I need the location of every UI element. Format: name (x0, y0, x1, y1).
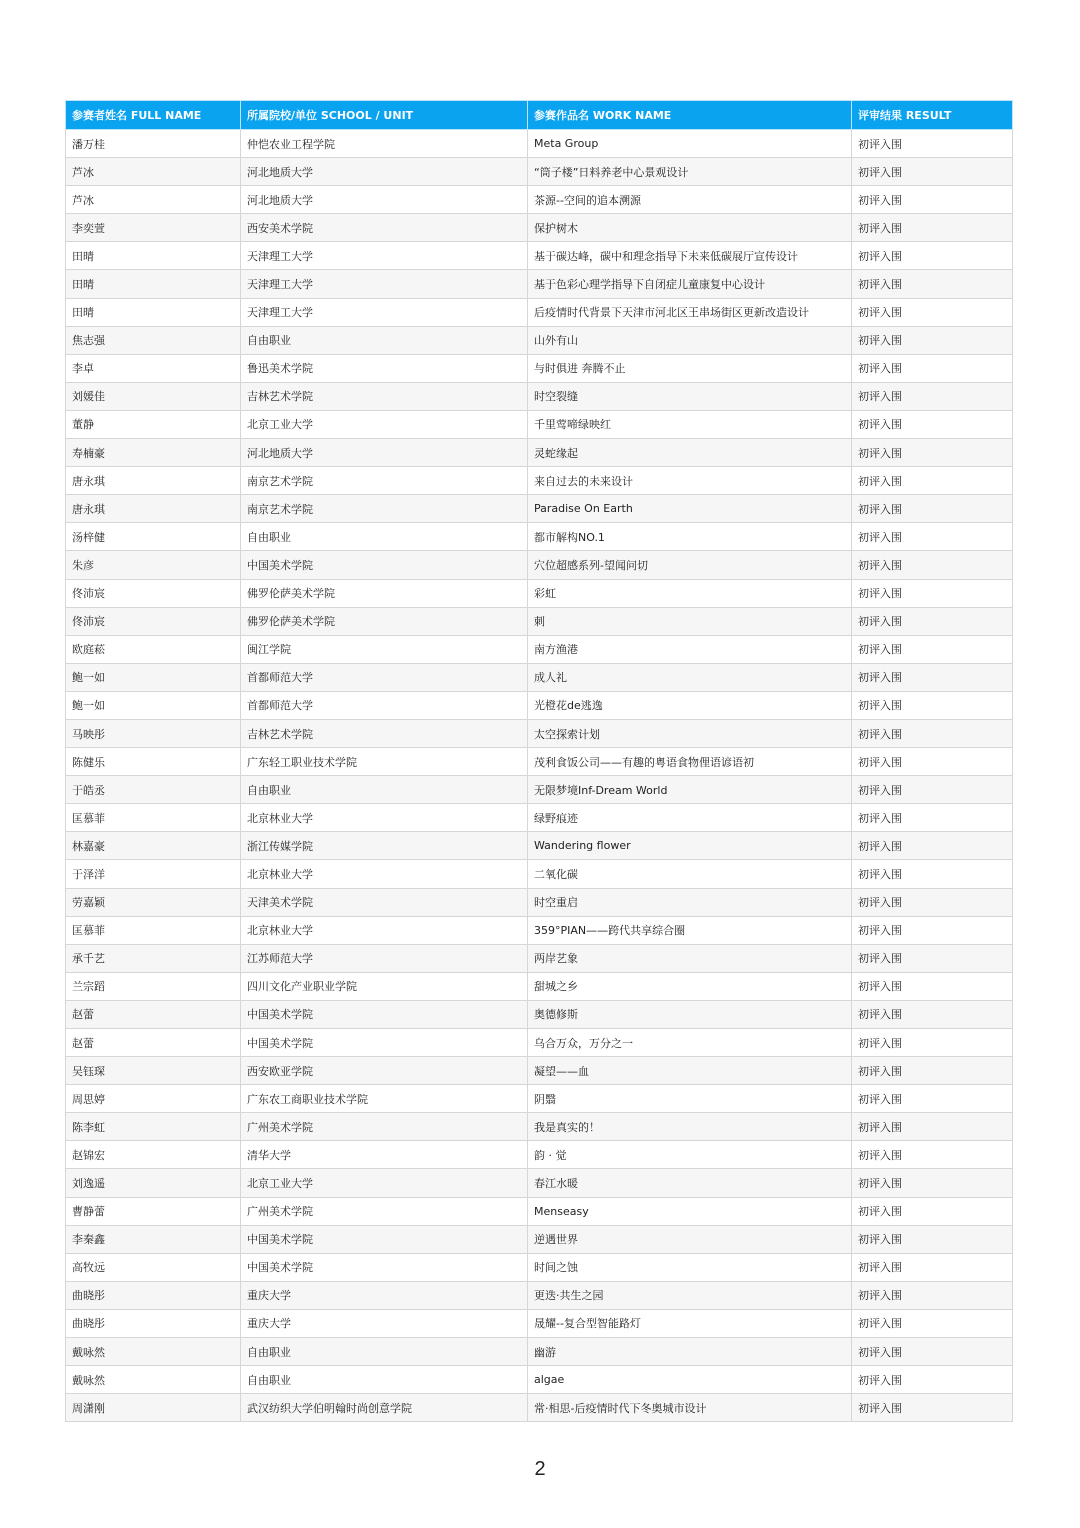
cell-work-name: 穴位超感系列-望闻问切 (528, 551, 852, 579)
header-work-name: 参赛作品名 WORK NAME (528, 101, 852, 130)
cell-result: 初评入围 (852, 1253, 1013, 1281)
cell-full-name: 曹静蕾 (66, 1197, 241, 1225)
cell-work-name: 时空裂缝 (528, 382, 852, 410)
cell-full-name: 赵蕾 (66, 1029, 241, 1057)
table-row (66, 579, 1013, 607)
cell-work-name: 都市解构NO.1 (528, 523, 852, 551)
table-row (66, 130, 1013, 158)
cell-work-name: 两岸艺象 (528, 944, 852, 972)
table-row (66, 916, 1013, 944)
cell-school-unit: 北京工业大学 (241, 1169, 528, 1197)
cell-school-unit: 北京林业大学 (241, 916, 528, 944)
cell-school-unit: 南京艺术学院 (241, 467, 528, 495)
cell-result: 初评入围 (852, 242, 1013, 270)
cell-result: 初评入围 (852, 607, 1013, 635)
results-table (65, 100, 1013, 1422)
cell-school-unit: 北京林业大学 (241, 860, 528, 888)
cell-result: 初评入围 (852, 1338, 1013, 1366)
table-row (66, 1281, 1013, 1309)
cell-result: 初评入围 (852, 1029, 1013, 1057)
cell-school-unit: 河北地质大学 (241, 158, 528, 186)
cell-school-unit: 广州美术学院 (241, 1197, 528, 1225)
cell-result: 初评入围 (852, 832, 1013, 860)
table-row (66, 214, 1013, 242)
cell-result: 初评入围 (852, 130, 1013, 158)
cell-result: 初评入围 (852, 1169, 1013, 1197)
cell-result: 初评入围 (852, 158, 1013, 186)
cell-work-name: 茶源--空间的追本溯源 (528, 186, 852, 214)
cell-full-name: 赵锦宏 (66, 1141, 241, 1169)
table-row (66, 972, 1013, 1000)
cell-school-unit: 佛罗伦萨美术学院 (241, 579, 528, 607)
cell-full-name: 鲍一如 (66, 663, 241, 691)
cell-full-name: 高牧远 (66, 1253, 241, 1281)
cell-school-unit: 重庆大学 (241, 1309, 528, 1337)
cell-full-name: 潘万桂 (66, 130, 241, 158)
cell-school-unit: 自由职业 (241, 1338, 528, 1366)
cell-work-name: “筒子楼”日料养老中心景观设计 (528, 158, 852, 186)
table-row (66, 1057, 1013, 1085)
cell-work-name: 成人礼 (528, 663, 852, 691)
cell-work-name: 彩虹 (528, 579, 852, 607)
table-row (66, 635, 1013, 663)
cell-full-name: 佟沛宸 (66, 579, 241, 607)
cell-work-name: 幽游 (528, 1338, 852, 1366)
cell-school-unit: 重庆大学 (241, 1281, 528, 1309)
cell-result: 初评入围 (852, 1225, 1013, 1253)
cell-result: 初评入围 (852, 270, 1013, 298)
cell-full-name: 吴钰琛 (66, 1057, 241, 1085)
cell-work-name: 来自过去的未来设计 (528, 467, 852, 495)
cell-result: 初评入围 (852, 523, 1013, 551)
table-row (66, 1394, 1013, 1422)
cell-full-name: 匡慕菲 (66, 916, 241, 944)
cell-school-unit: 武汉纺织大学伯明翰时尚创意学院 (241, 1394, 528, 1422)
cell-work-name: 千里莺啼绿映红 (528, 410, 852, 438)
cell-result: 初评入围 (852, 1141, 1013, 1169)
cell-result: 初评入围 (852, 1394, 1013, 1422)
table-row (66, 1085, 1013, 1113)
cell-work-name: algae (528, 1366, 852, 1394)
cell-school-unit: 浙江传媒学院 (241, 832, 528, 860)
cell-school-unit: 中国美术学院 (241, 551, 528, 579)
cell-work-name: 凝望——血 (528, 1057, 852, 1085)
cell-full-name: 佟沛宸 (66, 607, 241, 635)
table-row (66, 439, 1013, 467)
cell-school-unit: 鲁迅美术学院 (241, 354, 528, 382)
cell-work-name: 绿野痕迹 (528, 804, 852, 832)
cell-school-unit: 自由职业 (241, 1366, 528, 1394)
cell-school-unit: 自由职业 (241, 523, 528, 551)
cell-work-name: 无限梦境Inf-Dream World (528, 776, 852, 804)
table-row (66, 804, 1013, 832)
cell-school-unit: 广州美术学院 (241, 1113, 528, 1141)
cell-result: 初评入围 (852, 776, 1013, 804)
cell-school-unit: 四川文化产业职业学院 (241, 972, 528, 1000)
table-row (66, 1253, 1013, 1281)
cell-work-name: 与时俱进 奔腾不止 (528, 354, 852, 382)
cell-full-name: 董静 (66, 410, 241, 438)
cell-full-name: 鲍一如 (66, 691, 241, 719)
cell-work-name: 二氧化碳 (528, 860, 852, 888)
cell-school-unit: 吉林艺术学院 (241, 382, 528, 410)
table-row (66, 1309, 1013, 1337)
cell-school-unit: 西安美术学院 (241, 214, 528, 242)
cell-school-unit: 中国美术学院 (241, 1253, 528, 1281)
cell-full-name: 田晴 (66, 270, 241, 298)
cell-full-name: 周潇刚 (66, 1394, 241, 1422)
cell-work-name: 逆遇世界 (528, 1225, 852, 1253)
table-row (66, 607, 1013, 635)
cell-school-unit: 西安欧亚学院 (241, 1057, 528, 1085)
cell-result: 初评入围 (852, 748, 1013, 776)
cell-work-name: 保护树木 (528, 214, 852, 242)
cell-full-name: 兰宗蹈 (66, 972, 241, 1000)
cell-full-name: 曲晓彤 (66, 1281, 241, 1309)
cell-result: 初评入围 (852, 635, 1013, 663)
cell-full-name: 林嘉豪 (66, 832, 241, 860)
cell-school-unit: 天津理工大学 (241, 242, 528, 270)
cell-work-name: 晟耀--复合型智能路灯 (528, 1309, 852, 1337)
cell-result: 初评入围 (852, 354, 1013, 382)
cell-school-unit: 天津理工大学 (241, 298, 528, 326)
cell-result: 初评入围 (852, 1085, 1013, 1113)
cell-full-name: 李秦鑫 (66, 1225, 241, 1253)
cell-full-name: 匡慕菲 (66, 804, 241, 832)
cell-work-name: 南方渔港 (528, 635, 852, 663)
cell-full-name: 劳嘉颖 (66, 888, 241, 916)
table-row (66, 326, 1013, 354)
cell-work-name: 更迭·共生之园 (528, 1281, 852, 1309)
cell-result: 初评入围 (852, 1113, 1013, 1141)
cell-full-name: 刘媛佳 (66, 382, 241, 410)
cell-work-name: 阴翳 (528, 1085, 852, 1113)
cell-school-unit: 河北地质大学 (241, 186, 528, 214)
cell-school-unit: 清华大学 (241, 1141, 528, 1169)
cell-work-name: 359°PIAN——跨代共享综合圈 (528, 916, 852, 944)
cell-full-name: 戴咏然 (66, 1366, 241, 1394)
cell-school-unit: 天津美术学院 (241, 888, 528, 916)
cell-full-name: 戴咏然 (66, 1338, 241, 1366)
cell-work-name: 常·相思-后疫情时代下冬奥城市设计 (528, 1394, 852, 1422)
cell-result: 初评入围 (852, 888, 1013, 916)
cell-full-name: 于泽洋 (66, 860, 241, 888)
cell-result: 初评入围 (852, 326, 1013, 354)
cell-full-name: 欧庭菘 (66, 635, 241, 663)
cell-full-name: 于皓丞 (66, 776, 241, 804)
table-row (66, 298, 1013, 326)
cell-school-unit: 天津理工大学 (241, 270, 528, 298)
table-row (66, 888, 1013, 916)
cell-school-unit: 首都师范大学 (241, 691, 528, 719)
cell-work-name: Paradise On Earth (528, 495, 852, 523)
cell-work-name: 太空探索计划 (528, 719, 852, 747)
cell-school-unit: 佛罗伦萨美术学院 (241, 607, 528, 635)
cell-work-name: 时空重启 (528, 888, 852, 916)
table-row (66, 1197, 1013, 1225)
cell-result: 初评入围 (852, 551, 1013, 579)
table-row (66, 467, 1013, 495)
cell-full-name: 周思婷 (66, 1085, 241, 1113)
cell-result: 初评入围 (852, 298, 1013, 326)
table-row (66, 691, 1013, 719)
cell-full-name: 唐永琪 (66, 495, 241, 523)
table-row (66, 663, 1013, 691)
table-row (66, 551, 1013, 579)
cell-result: 初评入围 (852, 972, 1013, 1000)
cell-full-name: 唐永琪 (66, 467, 241, 495)
cell-school-unit: 河北地质大学 (241, 439, 528, 467)
header-school-unit: 所属院校/单位 SCHOOL / UNIT (241, 101, 528, 130)
cell-work-name: 山外有山 (528, 326, 852, 354)
cell-work-name: Meta Group (528, 130, 852, 158)
cell-school-unit: 吉林艺术学院 (241, 719, 528, 747)
cell-result: 初评入围 (852, 663, 1013, 691)
table-row (66, 354, 1013, 382)
cell-work-name: 刺 (528, 607, 852, 635)
cell-school-unit: 自由职业 (241, 776, 528, 804)
cell-work-name: 后疫情时代背景下天津市河北区王串场街区更新改造设计 (528, 298, 852, 326)
cell-work-name: 基于色彩心理学指导下自闭症儿童康复中心设计 (528, 270, 852, 298)
table-row (66, 410, 1013, 438)
table-row (66, 495, 1013, 523)
cell-school-unit: 中国美术学院 (241, 1000, 528, 1028)
page-number: 2 (534, 1458, 546, 1480)
cell-result: 初评入围 (852, 410, 1013, 438)
table-header (66, 101, 1013, 130)
cell-work-name: Wandering flower (528, 832, 852, 860)
cell-result: 初评入围 (852, 1197, 1013, 1225)
table-row (66, 1366, 1013, 1394)
cell-work-name: 时间之蚀 (528, 1253, 852, 1281)
table-row (66, 1169, 1013, 1197)
cell-work-name: 韵 · 觉 (528, 1141, 852, 1169)
cell-full-name: 曲晓彤 (66, 1309, 241, 1337)
header-result: 评审结果 RESULT (852, 101, 1013, 130)
cell-result: 初评入围 (852, 1000, 1013, 1028)
cell-result: 初评入围 (852, 691, 1013, 719)
cell-full-name: 寿楠豪 (66, 439, 241, 467)
table-row (66, 186, 1013, 214)
cell-full-name: 汤梓健 (66, 523, 241, 551)
cell-school-unit: 广东农工商职业技术学院 (241, 1085, 528, 1113)
cell-work-name: 灵蛇缘起 (528, 439, 852, 467)
cell-result: 初评入围 (852, 719, 1013, 747)
cell-full-name: 李卓 (66, 354, 241, 382)
cell-full-name: 芦冰 (66, 158, 241, 186)
cell-result: 初评入围 (852, 495, 1013, 523)
cell-full-name: 李奕萱 (66, 214, 241, 242)
table-row (66, 1113, 1013, 1141)
cell-school-unit: 闽江学院 (241, 635, 528, 663)
table-row (66, 242, 1013, 270)
cell-work-name: 甜城之乡 (528, 972, 852, 1000)
header-full-name: 参赛者姓名 FULL NAME (66, 101, 241, 130)
cell-full-name: 陈李虹 (66, 1113, 241, 1141)
table-row (66, 1225, 1013, 1253)
cell-work-name: 乌合万众，万分之一 (528, 1029, 852, 1057)
table-row (66, 523, 1013, 551)
table-body (66, 130, 1013, 1422)
cell-school-unit: 中国美术学院 (241, 1029, 528, 1057)
table-row (66, 832, 1013, 860)
cell-school-unit: 北京林业大学 (241, 804, 528, 832)
cell-work-name: 茂利食饭公司——有趣的粤语食物俚语谚语初 (528, 748, 852, 776)
cell-full-name: 田晴 (66, 242, 241, 270)
cell-full-name: 朱彦 (66, 551, 241, 579)
cell-work-name: 基于碳达峰，碳中和理念指导下未来低碳展厅宣传设计 (528, 242, 852, 270)
cell-school-unit: 南京艺术学院 (241, 495, 528, 523)
cell-result: 初评入围 (852, 1057, 1013, 1085)
cell-work-name: Menseasy (528, 1197, 852, 1225)
cell-work-name: 奥德修斯 (528, 1000, 852, 1028)
cell-full-name: 田晴 (66, 298, 241, 326)
cell-result: 初评入围 (852, 579, 1013, 607)
cell-result: 初评入围 (852, 439, 1013, 467)
cell-full-name: 承千艺 (66, 944, 241, 972)
table-row (66, 719, 1013, 747)
cell-school-unit: 中国美术学院 (241, 1225, 528, 1253)
table-row (66, 860, 1013, 888)
table-row (66, 1338, 1013, 1366)
cell-school-unit: 仲恺农业工程学院 (241, 130, 528, 158)
table-row (66, 944, 1013, 972)
cell-result: 初评入围 (852, 944, 1013, 972)
cell-result: 初评入围 (852, 860, 1013, 888)
table-row (66, 1029, 1013, 1057)
cell-full-name: 陈健乐 (66, 748, 241, 776)
cell-result: 初评入围 (852, 1309, 1013, 1337)
cell-work-name: 光橙花de逃逸 (528, 691, 852, 719)
cell-school-unit: 江苏师范大学 (241, 944, 528, 972)
table-row (66, 1000, 1013, 1028)
cell-work-name: 我是真实的！ (528, 1113, 852, 1141)
cell-result: 初评入围 (852, 186, 1013, 214)
table-row (66, 776, 1013, 804)
cell-school-unit: 首都师范大学 (241, 663, 528, 691)
cell-result: 初评入围 (852, 1281, 1013, 1309)
cell-full-name: 赵蕾 (66, 1000, 241, 1028)
cell-full-name: 焦志强 (66, 326, 241, 354)
cell-full-name: 马映彤 (66, 719, 241, 747)
table-row (66, 270, 1013, 298)
cell-result: 初评入围 (852, 382, 1013, 410)
header-row (66, 101, 1013, 130)
cell-result: 初评入围 (852, 804, 1013, 832)
cell-school-unit: 自由职业 (241, 326, 528, 354)
cell-result: 初评入围 (852, 916, 1013, 944)
cell-result: 初评入围 (852, 467, 1013, 495)
table-row (66, 748, 1013, 776)
cell-full-name: 芦冰 (66, 186, 241, 214)
cell-result: 初评入围 (852, 1366, 1013, 1394)
table-row (66, 382, 1013, 410)
table-row (66, 158, 1013, 186)
cell-school-unit: 北京工业大学 (241, 410, 528, 438)
cell-work-name: 春江水暖 (528, 1169, 852, 1197)
cell-result: 初评入围 (852, 214, 1013, 242)
table-row (66, 1141, 1013, 1169)
cell-school-unit: 广东轻工职业技术学院 (241, 748, 528, 776)
cell-full-name: 刘逸遥 (66, 1169, 241, 1197)
